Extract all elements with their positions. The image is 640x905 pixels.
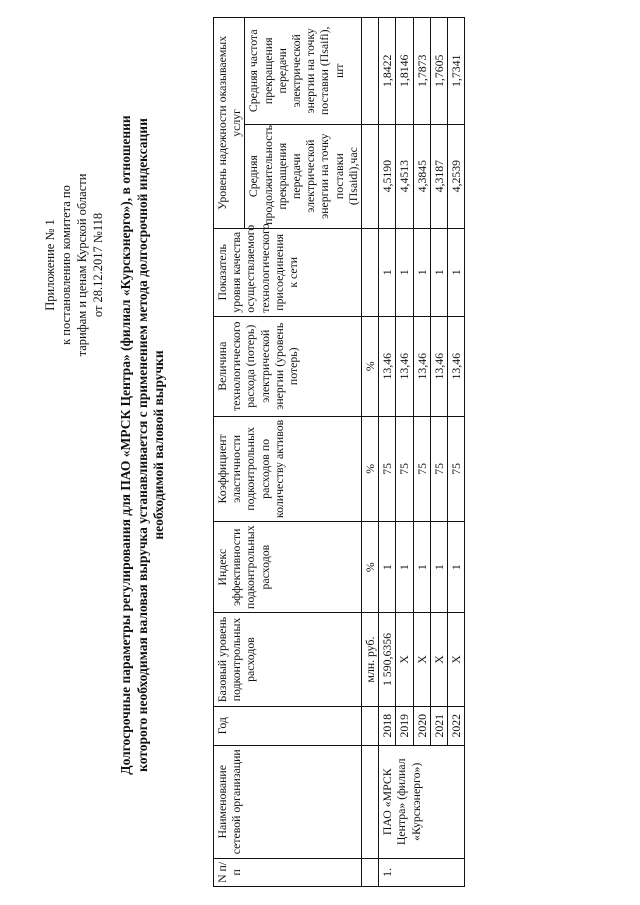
header-row [214, 18, 245, 887]
cell-losses: 13,46 [396, 316, 413, 416]
cell-index: 1 [448, 522, 465, 613]
cell-base: X [413, 613, 430, 706]
cell-saifi: 1,7605 [430, 18, 447, 125]
header-elasticity-coef: Коэффициент эластичности подконтрольных расходов по количеству активов [214, 416, 362, 521]
unit-cell [362, 228, 379, 316]
cell-year: 2020 [413, 706, 430, 745]
unit-index: % [362, 522, 379, 613]
cell-quality: 1 [379, 228, 396, 316]
table-row [379, 18, 396, 887]
document-title [118, 65, 168, 825]
cell-coef: 75 [413, 416, 430, 521]
cell-coef: 75 [430, 416, 447, 521]
cell-index: 1 [430, 522, 447, 613]
appendix-note [42, 65, 106, 465]
unit-cell [362, 745, 379, 858]
header-num: N п/п [214, 858, 362, 886]
cell-saidi: 4,2539 [448, 124, 465, 228]
header-saifi: Средняя частота прекращения передачи электрической энергии на точку поставки (Пsaifi), шт [245, 18, 362, 125]
header-base-level: Базовый уровень подконтрольных расходов [214, 613, 362, 706]
header-efficiency-index: Индекс эффективности подконтрольных расходов [214, 522, 362, 613]
cell-year: 2019 [396, 706, 413, 745]
cell-base: X [430, 613, 447, 706]
cell-quality: 1 [413, 228, 430, 316]
cell-year: 2021 [430, 706, 447, 745]
cell-saifi: 1,7873 [413, 18, 430, 125]
cell-base: X [396, 613, 413, 706]
units-row [362, 18, 379, 887]
cell-year: 2022 [448, 706, 465, 745]
header-quality: Показатель уровня качества осуществляемого технологического присоединения к сети [214, 228, 362, 316]
unit-coef: % [362, 416, 379, 521]
header-saidi: Средняя продолжительность прекращения передачи электрической энергии на точку поставки (Пsaidi),час [245, 124, 362, 228]
title-line: Долгосрочные параметры регулирования для ПАО «МРСК Центра» (филиал «Курскэнерго»), в отношении [118, 115, 133, 775]
unit-cell [362, 124, 379, 228]
cell-saidi: 4,3845 [413, 124, 430, 228]
title-line: необходимой валовой выручки [151, 350, 166, 540]
appendix-line: к постановлению комитета по [59, 185, 73, 345]
unit-cell [362, 706, 379, 745]
cell-losses: 13,46 [448, 316, 465, 416]
cell-base: 1 590,6356 [379, 613, 396, 706]
cell-saidi: 4,5190 [379, 124, 396, 228]
header-reliability: Уровень надежности оказываемых услуг [214, 18, 245, 229]
cell-quality: 1 [448, 228, 465, 316]
cell-saifi: 1,7341 [448, 18, 465, 125]
cell-index: 1 [413, 522, 430, 613]
cell-coef: 75 [448, 416, 465, 521]
cell-quality: 1 [396, 228, 413, 316]
cell-saidi: 4,3187 [430, 124, 447, 228]
unit-cell [362, 858, 379, 886]
appendix-line: тарифам и ценам Курской области [75, 173, 89, 357]
cell-index: 1 [379, 522, 396, 613]
unit-cell [362, 18, 379, 125]
header-year: Год [214, 706, 362, 745]
cell-year: 2018 [379, 706, 396, 745]
appendix-line: от 28.12.2017 №118 [91, 212, 105, 318]
header-losses: Величина технологического расхода (потерь) электрической энергии (уровень потерь) [214, 316, 362, 416]
unit-base: млн. руб. [362, 613, 379, 706]
cell-losses: 13,46 [430, 316, 447, 416]
unit-losses: % [362, 316, 379, 416]
cell-saifi: 1,8146 [396, 18, 413, 125]
cell-saifi: 1,8422 [379, 18, 396, 125]
parameters-table [213, 17, 465, 887]
row-number: 1. [379, 858, 465, 886]
org-name: ПАО «МРСК Центра» (филиал «Курскэнерго») [379, 745, 465, 858]
cell-coef: 75 [379, 416, 396, 521]
cell-index: 1 [396, 522, 413, 613]
title-line: которого необходимая валовая выручка устанавливается с применением метода долгосрочной индексации [134, 118, 150, 772]
cell-base: X [448, 613, 465, 706]
cell-quality: 1 [430, 228, 447, 316]
cell-losses: 13,46 [413, 316, 430, 416]
header-org: Наименование сетевой организации [214, 745, 362, 858]
cell-losses: 13,46 [379, 316, 396, 416]
cell-coef: 75 [396, 416, 413, 521]
appendix-line: Приложение № 1 [43, 219, 57, 311]
cell-saidi: 4,4513 [396, 124, 413, 228]
